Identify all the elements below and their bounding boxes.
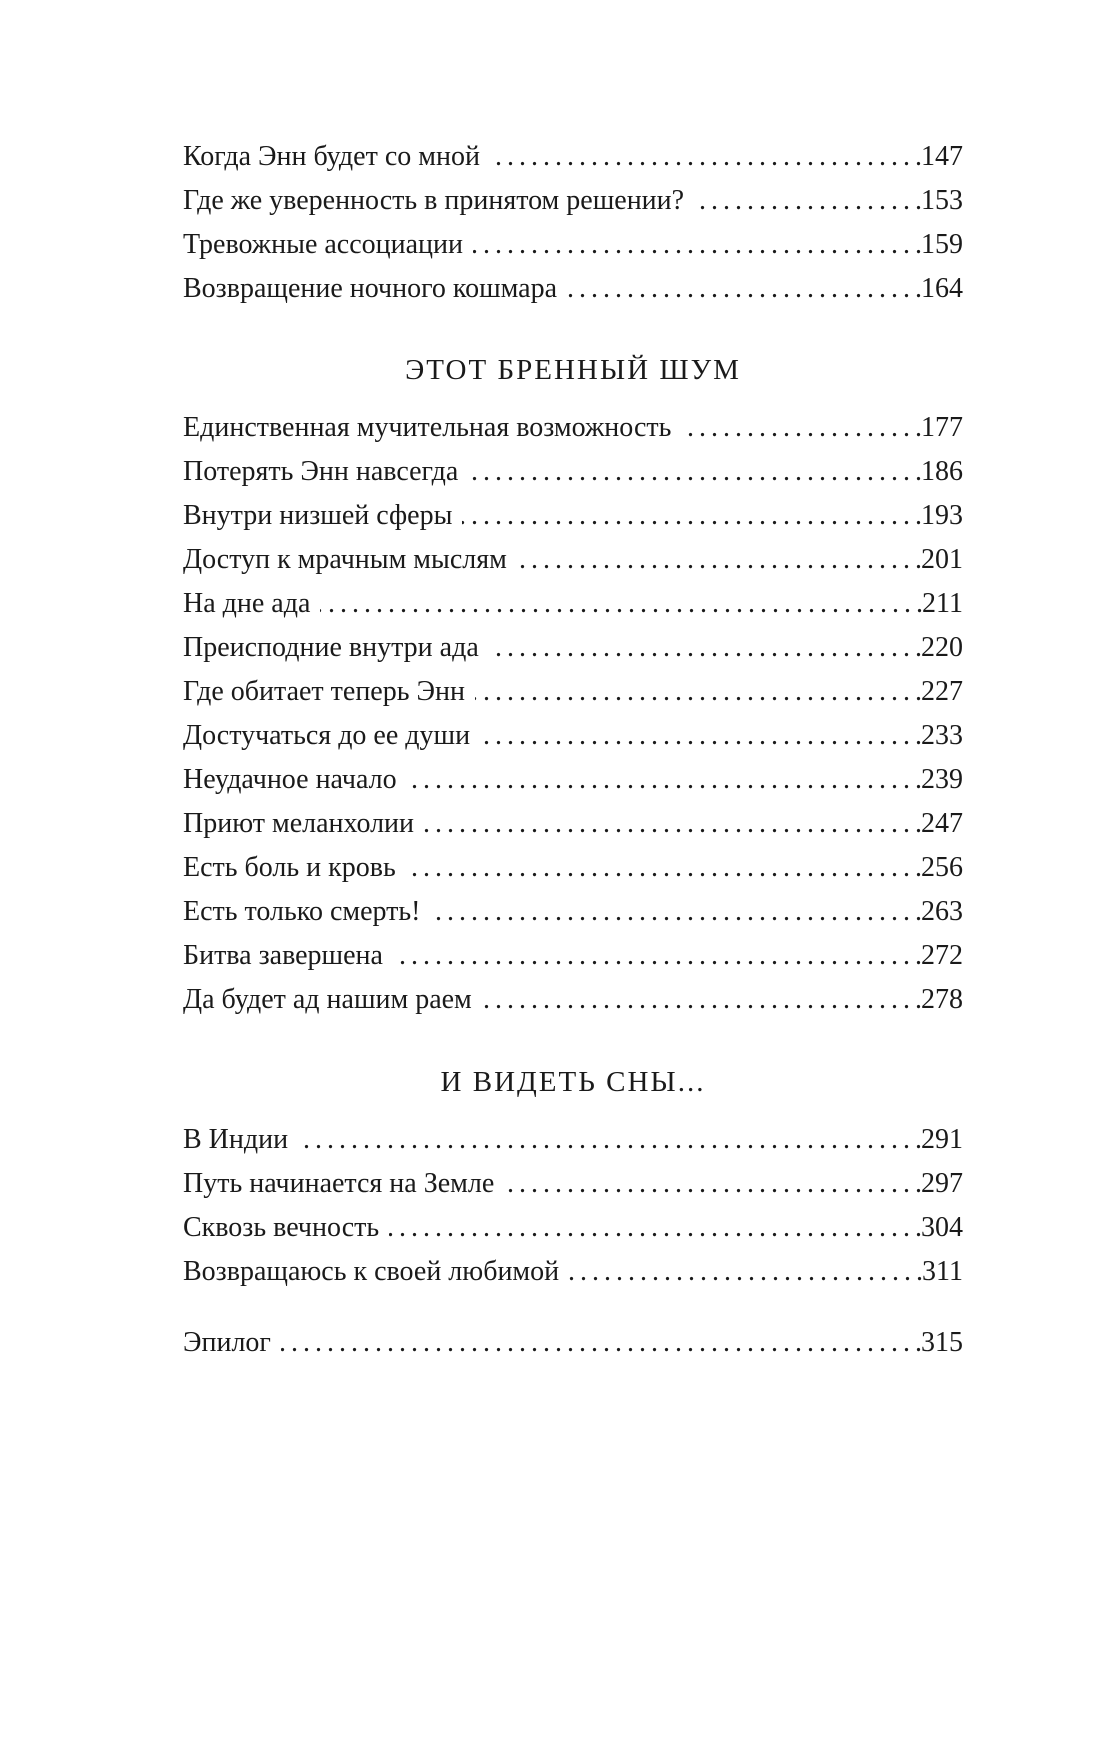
toc-entry: [183, 135, 963, 179]
toc-entry-title: Сквозь вечность: [183, 1212, 380, 1243]
toc-entry-page: 239: [921, 764, 963, 795]
section-heading: ЭТОТ БРЕННЫЙ ШУМ: [405, 354, 741, 386]
toc-entry-title: Когда Энн будет со мной: [183, 141, 480, 172]
toc-entry: [183, 1206, 963, 1250]
toc-entry: [183, 802, 963, 846]
dot-leader: [424, 802, 921, 846]
toc-entry-title: На дне ада: [183, 588, 311, 619]
toc-entry-title: Эпилог: [183, 1327, 271, 1358]
toc-entry: [183, 494, 963, 538]
dot-leader: [298, 1118, 921, 1162]
dot-leader: [681, 406, 921, 450]
toc-entry-page: 315: [921, 1327, 963, 1358]
toc-entry-title: Есть боль и кровь: [183, 852, 396, 883]
dot-leader: [567, 267, 921, 311]
toc-entry-page: 220: [921, 632, 963, 663]
dot-leader: [393, 934, 921, 978]
toc-entry: [183, 626, 963, 670]
toc-section-continued: [183, 135, 963, 311]
toc-entry-title: Доступ к мрачным мыслям: [183, 544, 507, 575]
toc-entry: [183, 406, 963, 450]
dot-leader: [517, 538, 921, 582]
dot-leader: [406, 846, 921, 890]
dot-leader: [407, 758, 921, 802]
dot-leader: [431, 890, 922, 934]
toc-entry: [183, 1118, 963, 1162]
dot-leader: [694, 179, 921, 223]
toc-entry-page: 297: [921, 1168, 963, 1199]
toc-entry-page: 272: [921, 940, 963, 971]
toc-entry-title: Приют меланхолии: [183, 808, 415, 839]
toc-entry: [183, 890, 963, 934]
toc-entry-title: Битва завершена: [183, 940, 383, 971]
toc-entry: [183, 714, 963, 758]
dot-leader: [569, 1250, 922, 1294]
toc-entry-epilogue: [183, 1321, 963, 1365]
toc-entry-title: Потерять Энн навсегда: [183, 456, 459, 487]
toc-entry-page: 311: [922, 1256, 963, 1287]
toc-entry: [183, 538, 963, 582]
toc-entry-title: Где обитает теперь Энн: [183, 676, 465, 707]
dot-leader: [389, 1206, 921, 1250]
toc-section-mortal-coil: [183, 406, 963, 1022]
toc-entry-page: 263: [921, 896, 963, 927]
toc-entry: [183, 1250, 963, 1294]
dot-leader: [462, 494, 921, 538]
toc-entry-title: Тревожные ассоциации: [183, 229, 463, 260]
toc-entry-page: 186: [921, 456, 963, 487]
toc-entry-page: 177: [921, 412, 963, 443]
toc-entry: [183, 450, 963, 494]
toc-entry: [183, 670, 963, 714]
toc-entry: [183, 758, 963, 802]
toc-entry-page: 211: [922, 588, 963, 619]
dot-leader: [320, 582, 922, 626]
toc-entry: [183, 179, 963, 223]
dot-leader: [489, 626, 921, 670]
dot-leader: [504, 1162, 921, 1206]
toc-entry-title: Внутри низшей сферы: [183, 500, 453, 531]
toc-entry-title: Единственная мучительная возможность: [183, 412, 672, 443]
toc-entry-page: 201: [921, 544, 963, 575]
toc-entry-title: Возвращение ночного кошмара: [183, 273, 558, 304]
dot-leader: [473, 223, 921, 267]
toc-entry: [183, 267, 963, 311]
table-of-contents: [183, 135, 963, 1365]
dot-leader: [490, 135, 921, 179]
toc-entry-page: 193: [921, 500, 963, 531]
toc-entry: [183, 582, 963, 626]
toc-entry-page: 291: [921, 1124, 963, 1155]
dot-leader: [480, 714, 921, 758]
toc-entry-title: Где же уверенность в принятом решении?: [183, 185, 685, 216]
toc-entry-page: 164: [921, 273, 963, 304]
toc-entry-title: Возвращаюсь к своей любимой: [183, 1256, 560, 1287]
toc-entry: [183, 978, 963, 1022]
dot-leader: [468, 450, 921, 494]
toc-entry-page: 247: [921, 808, 963, 839]
toc-entry: [183, 223, 963, 267]
toc-entry-title: Есть только смерть!: [183, 896, 421, 927]
section-heading: И ВИДЕТЬ СНЫ...: [440, 1066, 706, 1098]
toc-entry-page: 153: [921, 185, 963, 216]
toc-entry-title: Путь начинается на Земле: [183, 1168, 495, 1199]
toc-section-to-dream: [183, 1118, 963, 1294]
dot-leader: [281, 1321, 921, 1365]
toc-entry-page: 304: [921, 1212, 963, 1243]
toc-entry: [183, 1162, 963, 1206]
toc-entry-title: Достучаться до ее души: [183, 720, 471, 751]
toc-entry-title: Да будет ад нашим раем: [183, 984, 472, 1015]
toc-entry-title: В Индии: [183, 1124, 289, 1155]
toc-entry-page: 147: [921, 141, 963, 172]
toc-entry-page: 256: [921, 852, 963, 883]
toc-entry: [183, 846, 963, 890]
toc-entry-page: 233: [921, 720, 963, 751]
toc-entry-title: Неудачное начало: [183, 764, 397, 795]
toc-entry-page: 278: [921, 984, 963, 1015]
toc-entry-page: 159: [921, 229, 963, 260]
dot-leader: [482, 978, 921, 1022]
toc-entry-page: 227: [921, 676, 963, 707]
dot-leader: [475, 670, 921, 714]
toc-entry-title: Преисподние внутри ада: [183, 632, 479, 663]
toc-entry: [183, 934, 963, 978]
